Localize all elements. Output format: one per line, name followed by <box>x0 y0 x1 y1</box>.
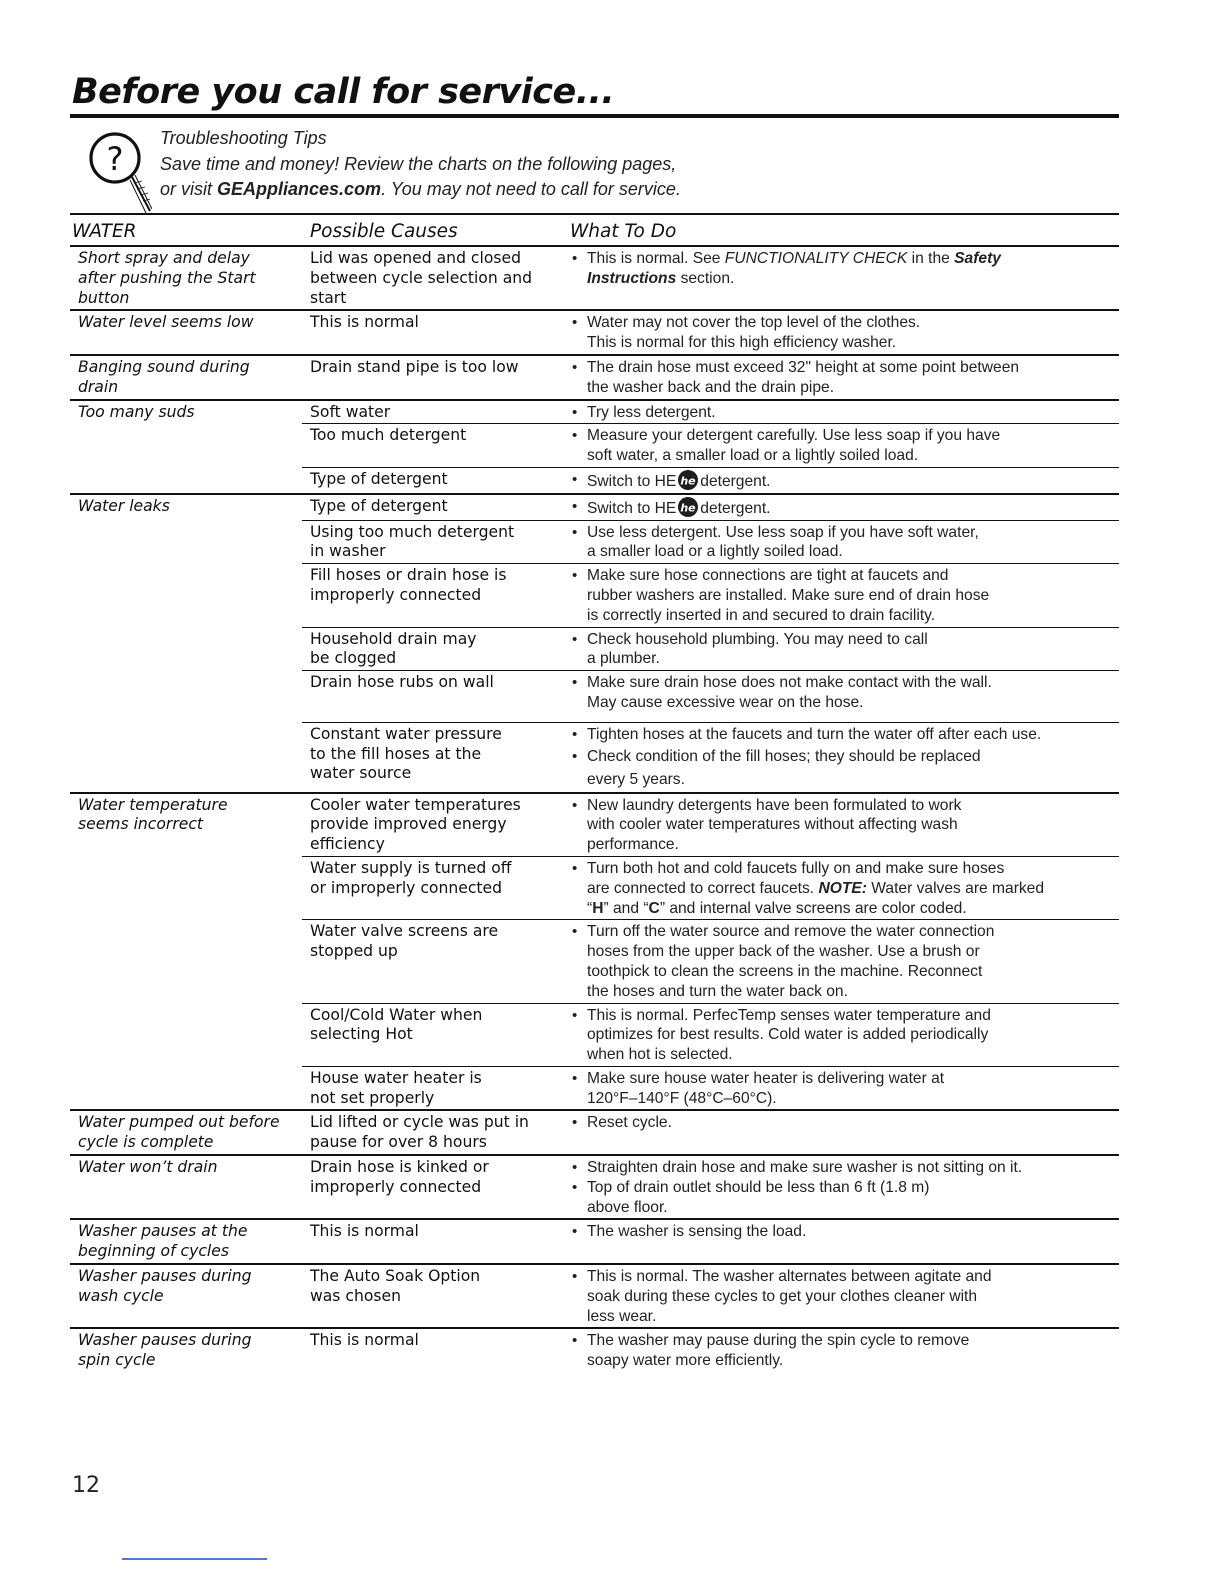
cause-cell: Fill hoses or drain hose is improperly connected <box>302 564 562 627</box>
problem-cell: Short spray and delay after pushing the Start button <box>70 246 302 310</box>
page-number: 12 <box>72 1473 100 1498</box>
todo-text: Switch to HE <box>587 472 677 490</box>
problem-cell: Washer pauses during spin cycle <box>70 1328 302 1372</box>
tips-line-2-prefix: or visit <box>160 179 218 199</box>
title-rule <box>70 114 1119 118</box>
todo-cell <box>562 1155 1119 1219</box>
todo-cell <box>562 1328 1119 1372</box>
todo-cell <box>562 246 1119 310</box>
geappliances-link[interactable]: GEAppliances.com <box>217 179 382 199</box>
todo-item: • Make sure hose connections are tight at faucets and rubber washers are installed. Make sure end of drain hose is correctly inserted in and secured to drain facility. <box>570 566 1119 625</box>
todo-item <box>570 497 1119 519</box>
todo-cell <box>562 1219 1119 1264</box>
he-logo-icon <box>678 497 698 517</box>
table-row <box>70 355 1119 400</box>
table-row <box>70 246 1119 310</box>
cause-cell: Type of detergent <box>302 494 562 520</box>
todo-item: • Measure your detergent carefully. Use less soap if you have soft water, a smaller load or a lightly soiled load. <box>570 426 1119 466</box>
cause-cell: Using too much detergent in washer <box>302 520 562 564</box>
cause-cell: This is normal <box>302 1328 562 1372</box>
problem-cell: Water pumped out before cycle is complete <box>70 1110 302 1155</box>
todo-text: section. <box>676 269 735 287</box>
todo-cell <box>562 1003 1119 1066</box>
todo-text: Water valves are marked “ <box>587 879 1045 917</box>
todo-cell <box>562 722 1119 792</box>
todo-cell <box>562 494 1119 520</box>
todo-item <box>570 470 1119 492</box>
todo-text: Turn both hot and cold faucets fully on and make sure hoses are connected to correct faucets. <box>587 859 1005 897</box>
todo-cell <box>562 400 1119 424</box>
todo-item: • New laundry detergents have been formulated to work with cooler water temperatures without affecting wash performance. <box>570 796 1119 855</box>
todo-cell <box>562 1264 1119 1328</box>
todo-item: • Top of drain outlet should be less than 6 ft (1.8 m) above floor. <box>570 1178 1119 1218</box>
todo-item: • Try less detergent. <box>570 403 1119 423</box>
problem-cell: Water leaks <box>70 494 302 793</box>
todo-cell <box>562 793 1119 857</box>
svg-text:he: he <box>680 474 696 488</box>
todo-text: in the <box>907 250 955 267</box>
cause-cell: Drain stand pipe is too low <box>302 355 562 400</box>
todo-item: • Make sure house water heater is delivering water at 120°F–140°F (48°C–60°C). <box>570 1069 1119 1109</box>
todo-cell <box>562 355 1119 400</box>
cause-cell: Lid lifted or cycle was put in pause for over 8 hours <box>302 1110 562 1155</box>
table-row <box>70 400 1119 424</box>
problem-cell: Water won’t drain <box>70 1155 302 1219</box>
svg-text:he: he <box>680 501 696 515</box>
todo-cell <box>562 520 1119 564</box>
todo-item <box>570 249 1119 289</box>
problem-cell: Washer pauses at the beginning of cycles <box>70 1219 302 1264</box>
cause-cell: Drain hose rubs on wall <box>302 671 562 723</box>
todo-item: • Reset cycle. <box>570 1113 1119 1133</box>
todo-text: This is normal. See <box>587 250 725 267</box>
todo-cell <box>562 856 1119 919</box>
todo-text: Switch to HE <box>587 499 677 517</box>
he-logo-icon <box>678 470 698 490</box>
tips-line-1: Save time and money! Review the charts on the following pages, <box>160 153 677 174</box>
cause-cell: Water supply is turned off or improperly connected <box>302 856 562 919</box>
todo-item: • Use less detergent. Use less soap if you have soft water, a smaller load or a lightly soiled load. <box>570 523 1119 563</box>
todo-item: • Water may not cover the top level of the clothes. This is normal for this high efficiency washer. <box>570 313 1119 353</box>
table-row <box>70 1155 1119 1219</box>
functionality-check-ref: FUNCTIONALITY CHECK <box>724 250 908 267</box>
table-row <box>70 310 1119 355</box>
problem-cell: Washer pauses during wash cycle <box>70 1264 302 1328</box>
table-header-row <box>70 214 1119 246</box>
header-what-to-do: What To Do <box>562 214 1119 246</box>
todo-item: • The washer is sensing the load. <box>570 1222 1119 1242</box>
todo-cell <box>562 1110 1119 1155</box>
cause-cell: Type of detergent <box>302 467 562 493</box>
hot-marker: H <box>592 899 604 917</box>
safety-ref: Safety <box>954 250 1001 267</box>
instructions-ref: Instructions <box>587 269 677 287</box>
tips-heading: Troubleshooting Tips <box>160 128 327 148</box>
svg-text:?: ? <box>106 140 124 178</box>
todo-item: • Straighten drain hose and make sure washer is not sitting on it. <box>570 1158 1119 1178</box>
cause-cell: Household drain may be clogged <box>302 627 562 671</box>
todo-item: • Make sure drain hose does not make contact with the wall. May cause excessive wear on the hose. <box>570 673 1119 721</box>
page-title: Before you call for service... <box>72 72 615 112</box>
todo-cell <box>562 920 1119 1003</box>
cause-cell: Drain hose is kinked or improperly connected <box>302 1155 562 1219</box>
cause-cell: This is normal <box>302 1219 562 1264</box>
question-magnifier-icon <box>88 131 152 217</box>
table-row <box>70 1264 1119 1328</box>
todo-cell <box>562 467 1119 493</box>
cause-cell: Water valve screens are stopped up <box>302 920 562 1003</box>
cause-cell: Lid was opened and closed between cycle selection and start <box>302 246 562 310</box>
table-row <box>70 1219 1119 1264</box>
todo-item <box>570 859 1119 918</box>
todo-cell <box>562 424 1119 468</box>
todo-cell <box>562 671 1119 723</box>
todo-item: • The drain hose must exceed 32" height at some point between the washer back and the drain pipe. <box>570 358 1119 398</box>
todo-item: • Check household plumbing. You may need to call a plumber. <box>570 630 1119 670</box>
todo-cell <box>562 310 1119 355</box>
cold-marker: C <box>648 899 660 917</box>
tips-line-2 <box>160 177 681 203</box>
problem-cell: Water temperature seems incorrect <box>70 793 302 1111</box>
todo-item: • The washer may pause during the spin cycle to remove soapy water more efficiently. <box>570 1331 1119 1371</box>
todo-text: detergent. <box>700 472 771 490</box>
footer-link-underline <box>122 1558 267 1560</box>
todo-item: • This is normal. PerfecTemp senses water temperature and optimizes for best results. Cold water is added periodically when hot is selected. <box>570 1006 1119 1065</box>
tips-line-2-suffix: . You may not need to call for service. <box>381 179 681 199</box>
cause-cell: House water heater is not set properly <box>302 1066 562 1110</box>
table-row <box>70 1328 1119 1372</box>
todo-cell <box>562 1066 1119 1110</box>
todo-item: • Tighten hoses at the faucets and turn the water off after each use. <box>570 725 1119 745</box>
todo-item: • This is normal. The washer alternates between agitate and soak during these cycles to get your clothes cleaner with less wear. <box>570 1267 1119 1326</box>
header-possible-causes: Possible Causes <box>302 214 562 246</box>
table-row <box>70 494 1119 520</box>
todo-text: ” and “ <box>603 899 649 917</box>
header-problem: WATER <box>70 214 302 246</box>
table-row <box>70 793 1119 857</box>
table-row <box>70 1110 1119 1155</box>
cause-cell: Too much detergent <box>302 424 562 468</box>
problem-cell: Water level seems low <box>70 310 302 355</box>
cause-cell: Soft water <box>302 400 562 424</box>
problem-cell: Banging sound during drain <box>70 355 302 400</box>
todo-cell <box>562 627 1119 671</box>
todo-text: detergent. <box>700 499 771 517</box>
todo-item: • Turn off the water source and remove the water connection hoses from the upper back of the washer. Use a brush or toothpick to clean the screens in the machine. Reconnect the hoses and turn the water back on. <box>570 922 1119 1001</box>
note-label: NOTE: <box>818 879 867 897</box>
todo-item: • Check condition of the fill hoses; they should be replaced every 5 years. <box>570 745 1119 791</box>
cause-cell: The Auto Soak Option was chosen <box>302 1264 562 1328</box>
troubleshooting-tips <box>160 126 681 203</box>
cause-cell: Cool/Cold Water when selecting Hot <box>302 1003 562 1066</box>
todo-cell <box>562 564 1119 627</box>
problem-cell: Too many suds <box>70 400 302 494</box>
todo-text: ” and internal valve screens are color coded. <box>659 899 967 917</box>
cause-cell: This is normal <box>302 310 562 355</box>
cause-cell: Cooler water temperatures provide improved energy efficiency <box>302 793 562 857</box>
cause-cell: Constant water pressure to the fill hoses at the water source <box>302 722 562 792</box>
troubleshooting-table <box>70 213 1119 1372</box>
